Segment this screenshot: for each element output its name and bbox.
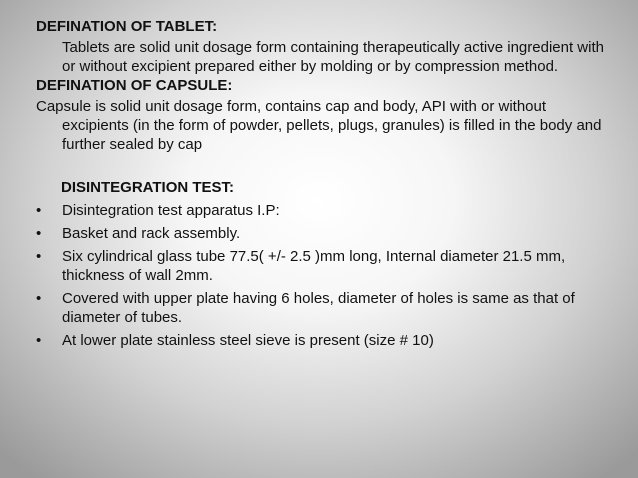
bullet-icon: • (36, 290, 42, 307)
bullet-text: Six cylindrical glass tube 77.5( +/- 2.5 )mm long, Internal diameter 21.5 mm, thickness of wall 2mm. (62, 248, 566, 284)
bullet-text: At lower plate stainless steel sieve is present (size # 10) (62, 332, 434, 349)
bullet-item (36, 247, 616, 285)
bullet-text: Basket and rack assembly. (62, 225, 241, 242)
tablet-heading: DEFINATION OF TABLET: (36, 18, 218, 35)
bullet-icon: • (36, 332, 42, 349)
bullet-item (36, 224, 616, 243)
bullet-item (36, 201, 616, 220)
disintegration-test-heading: DISINTEGRATION TEST: (61, 179, 235, 196)
bullet-icon: • (36, 248, 42, 265)
tablet-definition: Tablets are solid unit dosage form containing therapeutically active ingredient with or without excipient prepared either by molding or by compression method. (62, 39, 604, 75)
bullet-icon: • (36, 202, 42, 219)
capsule-definition: Capsule is solid unit dosage form, contains cap and body, API with or without excipients (in the form of powder, pellets, plugs, granules) is filled in the body and further sealed by cap (36, 98, 602, 153)
bullet-item (36, 331, 616, 350)
test-bullet-list (36, 201, 616, 350)
bullet-item (36, 289, 616, 327)
bullet-icon: • (36, 225, 42, 242)
slide-body (36, 17, 616, 354)
capsule-heading: DEFINATION OF CAPSULE: (36, 77, 233, 94)
bullet-text: Disintegration test apparatus I.P: (62, 202, 280, 219)
bullet-text: Covered with upper plate having 6 holes, diameter of holes is same as that of diameter of tubes. (62, 290, 575, 326)
